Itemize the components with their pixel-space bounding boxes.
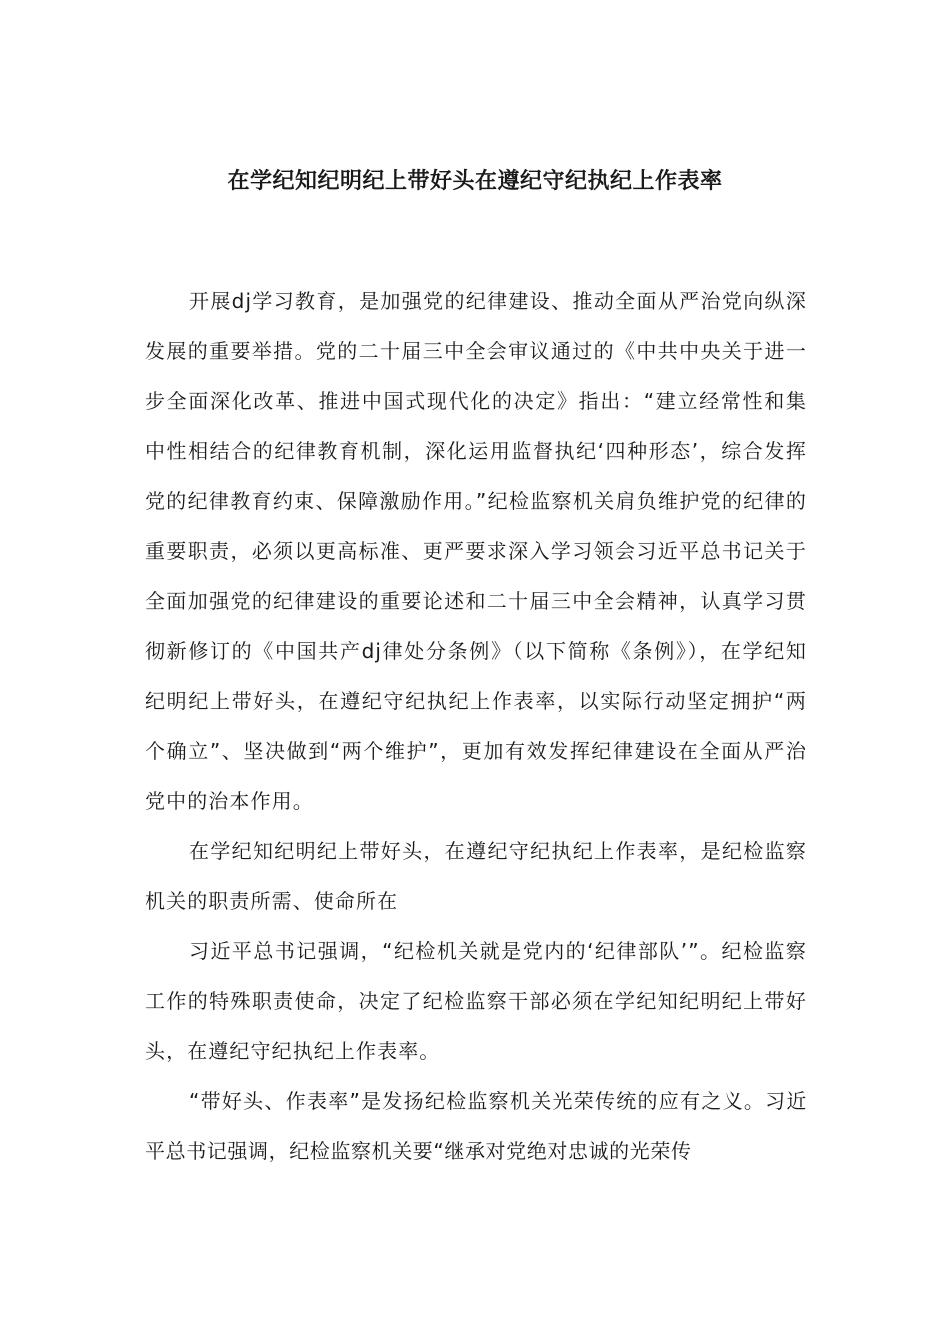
document-title: 在学纪知纪明纪上带好头在遵纪守纪执纪上作表率 [227, 169, 723, 194]
document-body [145, 276, 807, 1176]
paragraph-intro: 开展dj学习教育，是加强党的纪律建设、推动全面从严治党向纵深发展的重要举措。党的二十届三中全会审议通过的《中共中央关于进一步全面深化改革、推进中国式现代化的决定》指出：“建立经常性和集中性相结合的纪律教育机制，深化运用监督执纪‘四种形态’，综合发挥党的纪律教育约束、保障激励作用。”纪检监察机关肩负维护党的纪律的重要职责，必须以更高标准、更严要求深入学习领会习近平总书记关于全面加强党的纪律建设的重要论述和二十届三中全会精神，认真学习贯彻新修订的《中国共产dj律处分条例》（以下简称《条例》），在学纪知纪明纪上带好头，在遵纪守纪执纪上作表率，以实际行动坚定拥护“两个确立”、坚决做到“两个维护”，更加有效发挥纪律建设在全面从严治党中的治本作用。 [145, 289, 807, 813]
paragraph-lead-by-example: “带好头、作表率”是发扬纪检监察机关光荣传统的应有之义。习近平总书记强调，纪检监察机关要“继承对党绝对忠诚的光荣传 [145, 1089, 807, 1163]
paragraph-discipline-troops: 习近平总书记强调，“纪检机关就是党内的‘纪律部队’”。纪检监察工作的特殊职责使命，决定了纪检监察干部必须在学纪知纪明纪上带好头，在遵纪守纪执纪上作表率。 [145, 939, 807, 1063]
paragraph-section-heading: 在学纪知纪明纪上带好头，在遵纪守纪执纪上作表率，是纪检监察机关的职责所需、使命所在 [145, 839, 807, 913]
